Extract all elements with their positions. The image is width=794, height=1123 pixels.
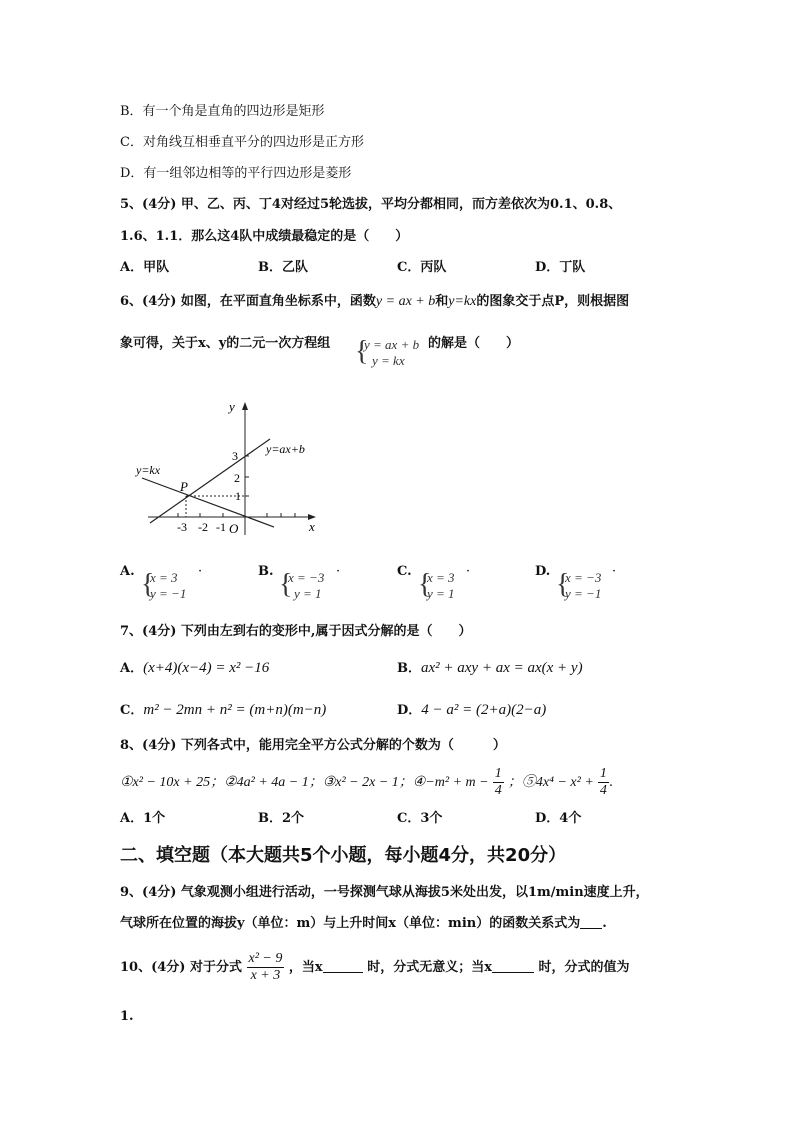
q5-option-a: A．甲队: [120, 260, 170, 275]
q6-system-brace: {: [355, 336, 369, 367]
q4-option-b: B．有一个角是直角的四边形是矩形: [120, 104, 325, 119]
q10-mid3: 时，分式的值为: [538, 960, 630, 975]
q7-option-b: [397, 659, 583, 678]
q7-option-d: [397, 701, 546, 720]
q6-option-d-letter: D.: [535, 564, 551, 579]
q10-prefix: 10、(4分) 对于分式: [120, 960, 242, 975]
q6-coordinate-graph: [128, 395, 328, 540]
q7-option-b-expr: ax² + axy + ax = ax(x + y): [421, 660, 583, 676]
q4-option-c: C．对角线互相垂直平分的四边形是正方形: [120, 135, 364, 150]
q6-option-b-dot: ·: [336, 564, 341, 579]
q7-option-d-letter: D．: [397, 703, 422, 718]
q8-end-period: .: [608, 775, 614, 790]
q10-fraction-num: x² − 9: [248, 951, 283, 966]
q5-stem-line1: 5、(4分) 甲、乙、丙、丁4对经过5轮选拔，平均分都相同，而方差依次为0.1、0.8、: [120, 197, 622, 212]
q6-system-eq2: y = kx: [372, 353, 405, 368]
q6-option-c-dot: ·: [466, 564, 471, 579]
q8-expr-part2: ；⑤4x⁴ − x² +: [507, 775, 594, 790]
q10-answer-blank-1[interactable]: [323, 959, 363, 973]
q6-option-a-y: y = −1: [150, 586, 187, 601]
q6-stem-b: 的图象交于点P，则根据图: [476, 294, 630, 309]
q6-stem-line2-a: 象可得，关于x、y的二元一次方程组: [120, 336, 331, 351]
q6-option-a-system: [141, 569, 187, 602]
q8-expr-part1: ①x² − 10x + 25；②4a² + 4a − 1；③x² − 2x − 1；④−m² + m −: [120, 775, 489, 790]
q4-option-d: D．有一组邻边相等的平行四边形是菱形: [120, 166, 352, 181]
line-y-ax-plus-b: [150, 439, 270, 523]
q6-and: 和: [435, 294, 449, 309]
q7-option-c-letter: C．: [120, 703, 144, 718]
y-tick-label-1: 1: [235, 489, 241, 503]
q10-stem-line1: [120, 950, 630, 986]
q6-option-d-x: x = −3: [565, 570, 602, 585]
q6-option-b-system: [279, 569, 325, 602]
brace-icon: {: [141, 569, 155, 600]
q6-equation-system: [355, 336, 420, 369]
q10-mid2: 时，分式无意义；当x: [367, 960, 492, 975]
y-axis-label: y: [229, 399, 235, 414]
q7-option-a: [120, 659, 269, 678]
q6-func2: y=kx: [448, 294, 477, 309]
q6-option-c-y: y = 1: [427, 586, 455, 601]
y-tick-label-3: 3: [232, 449, 238, 463]
line-y-kx: [142, 478, 274, 527]
q8-fraction-2-den: 4: [599, 783, 607, 798]
q9-stem-line2-text: 气球所在位置的海拔y（单位：m）与上升时间x（单位：min）的函数关系式为: [120, 916, 581, 931]
q6-option-a-letter: A.: [120, 564, 135, 579]
q8-option-c: C．3个: [397, 811, 443, 826]
q10-fraction: [247, 951, 285, 984]
q5-option-c: C．丙队: [397, 260, 447, 275]
q9-stem-line2: [120, 915, 607, 933]
q8-option-a: A．1个: [120, 811, 166, 826]
q8-fraction-2-num: 1: [599, 766, 607, 781]
q6-option-d-dot: ·: [612, 564, 617, 579]
q9-stem-line1: 9、(4分) 气象观测小组进行活动，一号探测气球从海拔5米处出发，以1m/min速度上升，: [120, 885, 649, 900]
q5-option-b: B．乙队: [258, 260, 308, 275]
q7-option-d-expr: 4 − a² = (2+a)(2−a): [421, 702, 547, 718]
q6-stem-line1: [120, 293, 629, 311]
q10-stem-line2: 1.: [120, 1009, 134, 1024]
q6-option-d-system: [556, 569, 602, 602]
x-tick-label-neg2: -2: [198, 520, 208, 534]
q9-end-period: .: [602, 916, 607, 931]
q6-option-a-dot: ·: [198, 564, 203, 579]
q6-option-c-x: x = 3: [427, 570, 455, 585]
q6-option-d-y: y = −1: [565, 586, 602, 601]
x-tick-label-neg3: -3: [177, 520, 187, 534]
brace-icon: {: [418, 569, 432, 600]
q7-option-c-expr: m² − 2mn + n² = (m+n)(m−n): [143, 702, 327, 718]
q8-fraction-1-den: 4: [494, 783, 502, 798]
q8-expressions: [120, 766, 613, 800]
q6-option-b-letter: B.: [258, 564, 274, 579]
q8-option-b: B．2个: [258, 811, 305, 826]
q8-option-d: D．4个: [535, 811, 582, 826]
q7-option-c: [120, 701, 326, 720]
origin-label: O: [229, 521, 239, 536]
x-axis-label: x: [309, 519, 315, 534]
q9-answer-blank[interactable]: [580, 915, 602, 929]
q5-stem-line2: 1.6、1.1．那么这4队中成绩最稳定的是（ ）: [120, 229, 409, 244]
q6-option-c-system: [418, 569, 455, 602]
brace-icon: {: [556, 569, 570, 600]
q6-func1: y = ax + b: [375, 294, 436, 309]
q6-option-b-y: y = 1: [294, 586, 322, 601]
q6-option-a-x: x = 3: [150, 570, 178, 585]
q6-stem-line2-b: 的解是（ ）: [428, 336, 520, 351]
q10-answer-blank-2[interactable]: [492, 959, 534, 973]
q8-fraction-1: [493, 766, 504, 799]
q6-option-b-x: x = −3: [288, 570, 325, 585]
q8-stem: 8、(4分) 下列各式中，能用完全平方公式分解的个数为（ ）: [120, 738, 506, 753]
q7-option-a-expr: (x+4)(x−4) = x² −16: [143, 660, 270, 676]
section-2-heading: 二、填空题（本大题共5个小题，每小题4分，共20分）: [120, 845, 567, 866]
label-y-kx: y=kx: [136, 463, 161, 477]
q5-option-d: D．丁队: [535, 260, 586, 275]
x-tick-label-neg1: -1: [216, 520, 226, 534]
brace-icon: {: [279, 569, 293, 600]
q6-stem-a: 6、(4分) 如图，在平面直角坐标系中，函数: [120, 294, 376, 309]
q7-option-b-letter: B．: [397, 661, 421, 676]
q10-mid1: ，当x: [288, 960, 323, 975]
label-y-ax-plus-b: y=ax+b: [266, 442, 305, 456]
q7-stem: 7、(4分) 下列由左到右的变形中,属于因式分解的是（ ）: [120, 624, 472, 639]
q6-option-c-letter: C.: [397, 564, 412, 579]
q8-fraction-2: [598, 766, 609, 799]
q6-system-eq1: y = ax + b: [364, 337, 420, 352]
q8-fraction-1-num: 1: [494, 766, 502, 781]
q10-fraction-den: x + 3: [250, 968, 281, 983]
y-tick-label-2: 2: [234, 471, 240, 485]
q7-option-a-letter: A．: [120, 661, 144, 676]
point-p-label: P: [180, 479, 188, 494]
y-axis-arrow-icon: [242, 402, 248, 410]
